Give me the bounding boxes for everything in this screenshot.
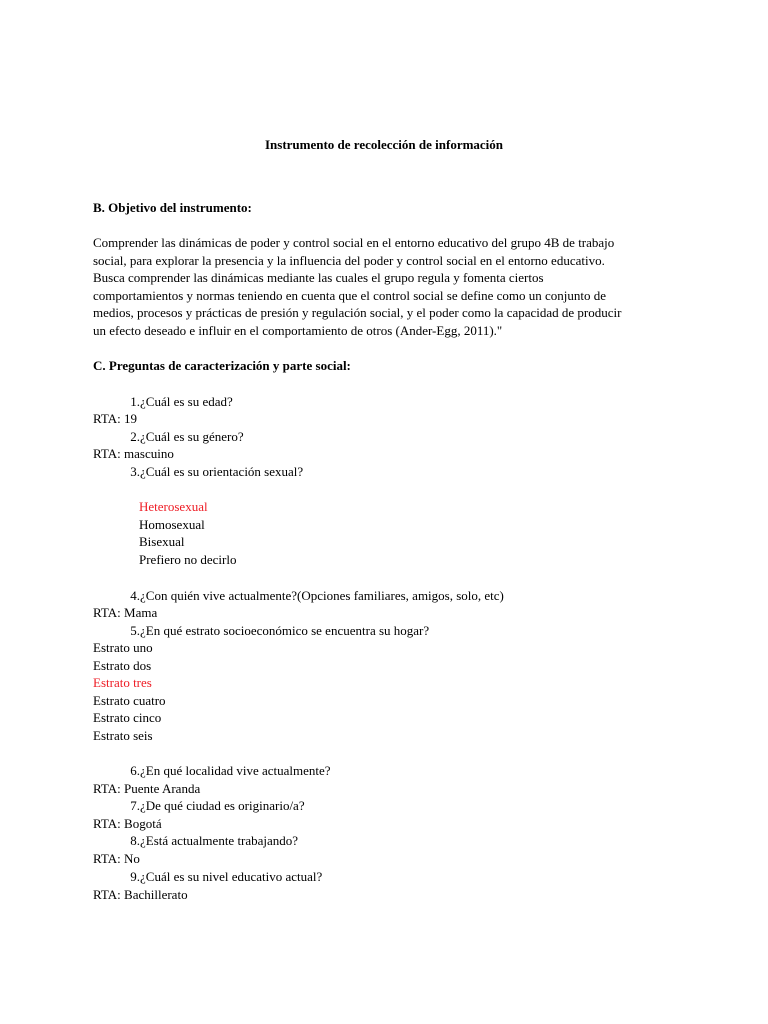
option-prefiero-no-decirlo: Prefiero no decirlo [139,552,237,567]
answer-text: RTA: 19 [93,411,138,426]
question-number: 2. [130,429,140,444]
document-title: Instrumento de recolección de información [264,137,504,152]
question-number: 3. [130,464,140,479]
question-number: 6. [130,763,140,778]
answer-text: RTA: Bachillerato [93,887,188,902]
question-number: 9. [130,869,140,884]
option-estrato-uno: Estrato uno [93,640,153,655]
question-text: ¿En qué estrato socioeconómico se encuentra su hogar? [140,623,430,638]
answer-text: RTA: Bogotá [93,816,162,831]
option-homosexual: Homosexual [139,517,205,532]
question-number: 7. [130,798,140,813]
objective-paragraph [93,234,683,339]
option-estrato-cinco: Estrato cinco [93,710,162,725]
question-text: ¿Cuál es su edad? [140,394,233,409]
question-text: ¿Cuál es su nivel educativo actual? [140,869,323,884]
option-estrato-dos: Estrato dos [93,658,152,673]
paragraph-line: un efecto deseado e influir en el comportamiento de otros (Ander-Egg, 2011)." [93,322,503,338]
answer-text: RTA: Mama [93,605,158,620]
option-estrato-cuatro: Estrato cuatro [93,693,166,708]
question-number: 8. [130,833,140,848]
question-text: ¿Cuál es su orientación sexual? [140,464,304,479]
question-text: ¿Cuál es su género? [140,429,244,444]
paragraph-line: social, para explorar la presencia y la influencia del poder y control social en el entorno educativo. [93,252,605,268]
option-estrato-tres-selected: Estrato tres [93,675,152,690]
question-number: 1. [130,394,140,409]
paragraph-line: Busca comprender las dinámicas mediante las cuales el grupo regula y fomenta ciertos [93,270,544,285]
answer-text: RTA: No [93,851,140,866]
paragraph-line: medios, procesos y prácticas de presión y regulación social, y el poder como la capacidad de producir [93,305,622,320]
question-text: ¿En qué localidad vive actualmente? [140,763,331,778]
section-c-heading: C. Preguntas de caracterización y parte social: [93,358,351,373]
option-heterosexual-selected: Heterosexual [139,499,208,514]
answer-text: RTA: mascuino [93,446,174,461]
paragraph-line: comportamientos y normas teniendo en cuenta que el control social se define como un conjunto de [93,287,606,303]
paragraph-line: Comprender las dinámicas de poder y control social en el entorno educativo del grupo 4B de trabajo [93,235,615,250]
section-b-heading: B. Objetivo del instrumento: [93,200,252,215]
question-number: 5. [130,623,140,638]
option-bisexual: Bisexual [139,534,185,549]
question-text: ¿De qué ciudad es originario/a? [140,798,305,813]
question-text: ¿Está actualmente trabajando? [140,833,299,848]
option-estrato-seis: Estrato seis [93,728,153,743]
answer-text: RTA: Puente Aranda [93,781,201,796]
question-number: 4. [130,588,140,603]
question-text: ¿Con quién vive actualmente?(Opciones familiares, amigos, solo, etc) [140,588,504,603]
